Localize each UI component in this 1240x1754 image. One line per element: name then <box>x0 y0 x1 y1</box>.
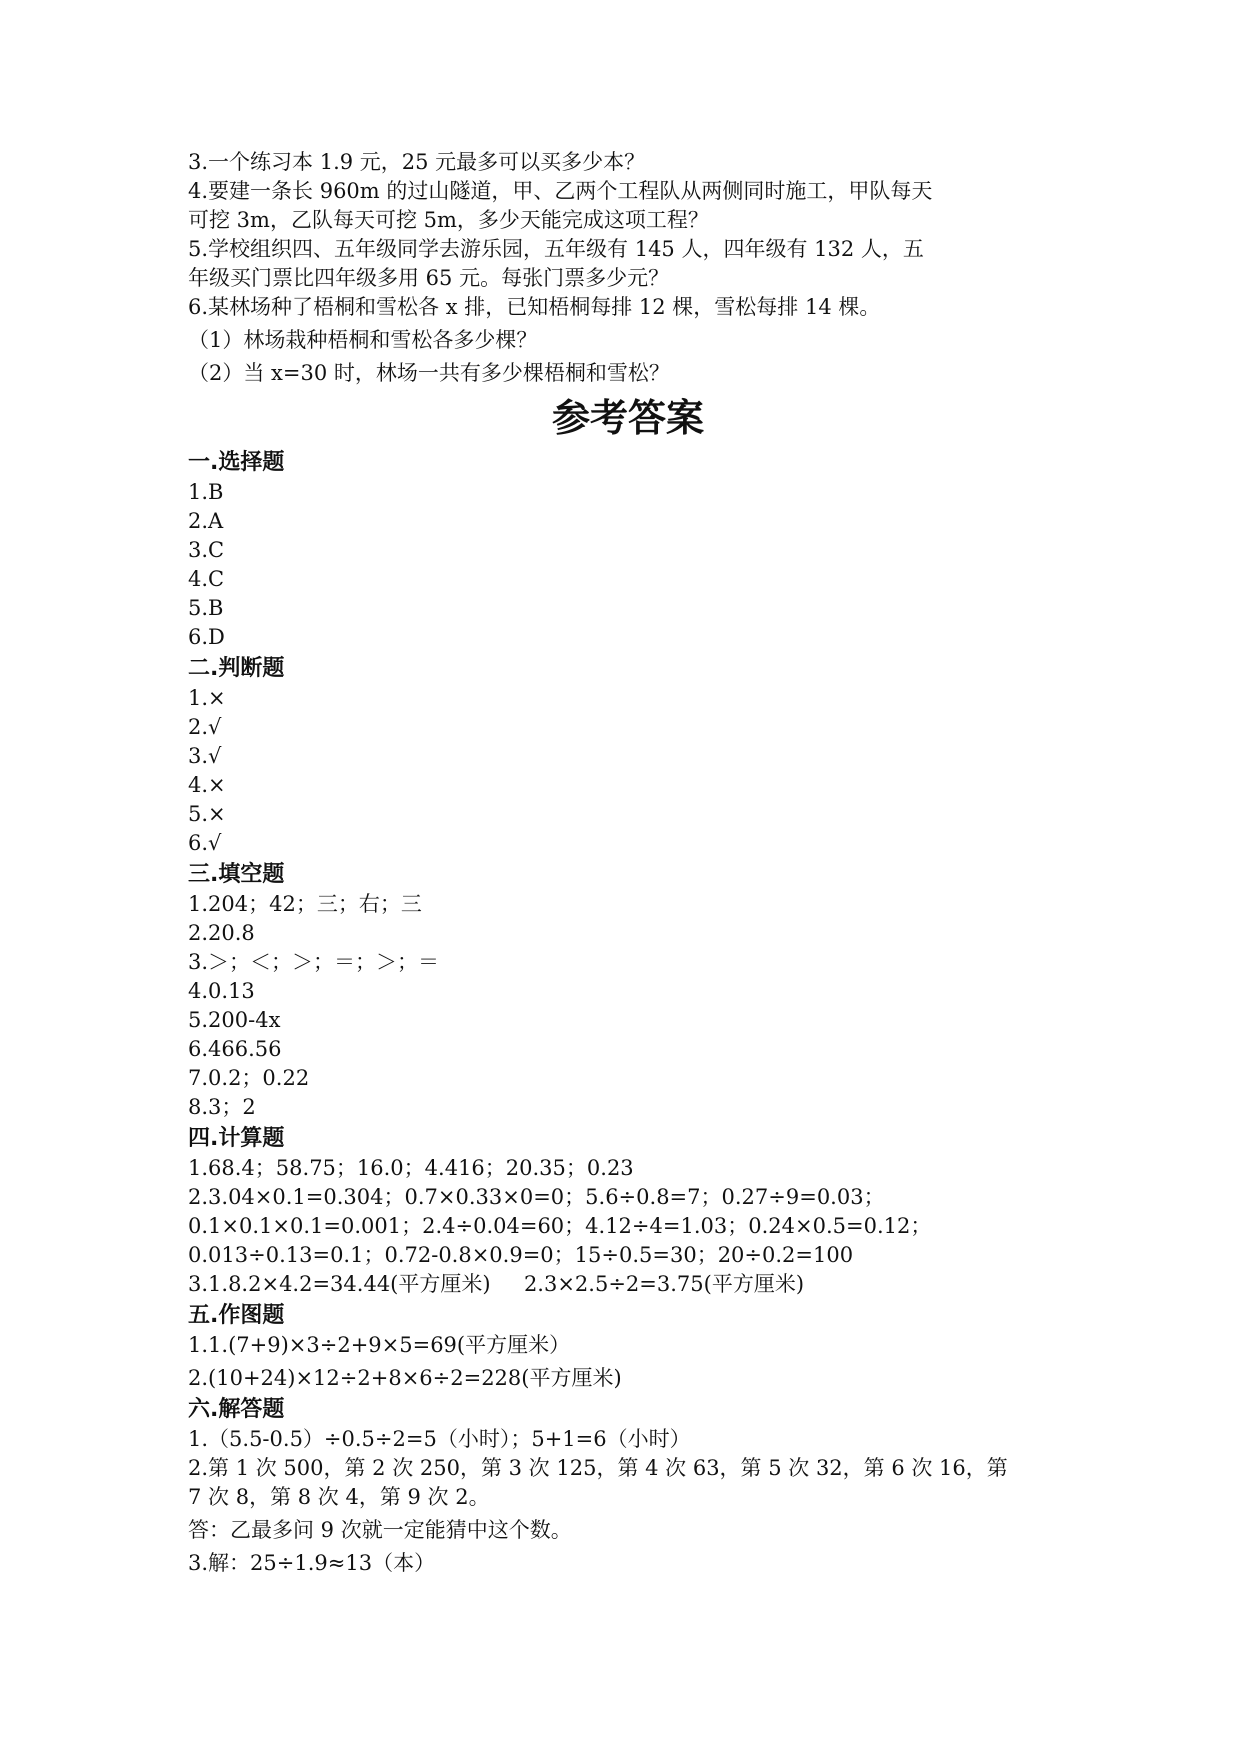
answer-line: 2.√ <box>188 715 222 739</box>
answer-line: 1.1.(7+9)×3÷2+9×5=69(平方厘米） <box>188 1333 571 1357</box>
section-word-problems <box>188 1395 1068 1578</box>
answer-line: 3.√ <box>188 744 222 768</box>
answer-line: 1.68.4；58.75；16.0；4.416；20.35；0.23 <box>188 1156 634 1180</box>
answer-line: 答：乙最多问 9 次就一定能猜中这个数。 <box>188 1518 572 1542</box>
document-page <box>188 148 1068 1578</box>
answer-line: 7 次 8，第 8 次 4，第 9 次 2。 <box>188 1485 490 1509</box>
section-fill-blank <box>188 860 1068 1122</box>
answer-line: 7.0.2；0.22 <box>188 1066 310 1090</box>
section-drawing <box>188 1301 1068 1393</box>
answer-line: 1.× <box>188 686 226 710</box>
answer-line: 6.466.56 <box>188 1037 282 1061</box>
question-line: 4.要建一条长 960m 的过山隧道，甲、乙两个工程队从两侧同时施工，甲队每天 <box>188 179 933 203</box>
answer-line: 5.B <box>188 596 224 620</box>
answer-line: 2.3.04×0.1=0.304；0.7×0.33×0=0；5.6÷0.8=7；0.27÷9=0.03； <box>188 1185 885 1209</box>
question-line: 6.某林场种了梧桐和雪松各 x 排，已知梧桐每排 12 棵，雪松每排 14 棵。 <box>188 295 881 319</box>
question-line: 年级买门票比四年级多用 65 元。每张门票多少元？ <box>188 266 670 290</box>
answer-line: 3.＞；＜；＞；＝；＞；＝ <box>188 950 440 974</box>
question-subpart: （2）当 x=30 时，林场一共有多少棵梧桐和雪松？ <box>188 361 670 385</box>
answer-line: 6.D <box>188 625 225 649</box>
answer-line: 6.√ <box>188 831 222 855</box>
answer-line: 5.× <box>188 802 226 826</box>
answer-line: 8.3；2 <box>188 1095 256 1119</box>
answer-line: 2.(10+24)×12÷2+8×6÷2=228(平方厘米) <box>188 1366 622 1390</box>
section-choice <box>188 448 1068 652</box>
answer-line: 2.20.8 <box>188 921 255 945</box>
section-heading: 一.选择题 <box>188 450 285 475</box>
answer-line: 5.200-4x <box>188 1008 281 1032</box>
answer-line: 4.C <box>188 567 225 591</box>
question-subpart: （1）林场栽种梧桐和雪松各多少棵？ <box>188 328 538 352</box>
section-heading: 六.解答题 <box>188 1397 285 1422</box>
answer-line: 1.B <box>188 480 224 504</box>
answer-line: 0.013÷0.13=0.1；0.72-0.8×0.9=0；15÷0.5=30；20÷0.2=100 <box>188 1243 854 1267</box>
section-heading: 二.判断题 <box>188 656 285 681</box>
answer-line: 4.× <box>188 773 226 797</box>
section-heading: 四.计算题 <box>188 1126 285 1151</box>
section-heading: 五.作图题 <box>188 1303 285 1328</box>
question-line: 3.一个练习本 1.9 元，25 元最多可以买多少本？ <box>188 150 646 174</box>
answer-line: 4.0.13 <box>188 979 255 1003</box>
answer-line: 3.1.8.2×4.2=34.44(平方厘米) 2.3×2.5÷2=3.75(平方厘米) <box>188 1272 805 1296</box>
answer-line: 0.1×0.1×0.1=0.001；2.4÷0.04=60；4.12÷4=1.03；0.24×0.5=0.12； <box>188 1214 932 1238</box>
answer-line: 1.（5.5-0.5）÷0.5÷2=5（小时）；5+1=6（小时） <box>188 1427 691 1451</box>
question-line: 可挖 3m，乙队每天可挖 5m，多少天能完成这项工程？ <box>188 208 709 232</box>
answer-title: 参考答案 <box>551 396 704 440</box>
answer-line: 1.204；42；三；右；三 <box>188 892 422 916</box>
answer-line: 2.A <box>188 509 224 533</box>
answer-line: 3.解：25÷1.9≈13（本） <box>188 1551 436 1575</box>
answer-line: 3.C <box>188 538 225 562</box>
answer-line: 2.第 1 次 500，第 2 次 250，第 3 次 125，第 4 次 63，第 5 次 32，第 6 次 16，第 <box>188 1456 1008 1480</box>
section-heading: 三.填空题 <box>188 862 285 887</box>
section-calculation <box>188 1124 1068 1299</box>
question-line: 5.学校组织四、五年级同学去游乐园，五年级有 145 人，四年级有 132 人，五 <box>188 237 924 261</box>
question-list <box>188 148 1068 388</box>
section-judgement <box>188 654 1068 858</box>
